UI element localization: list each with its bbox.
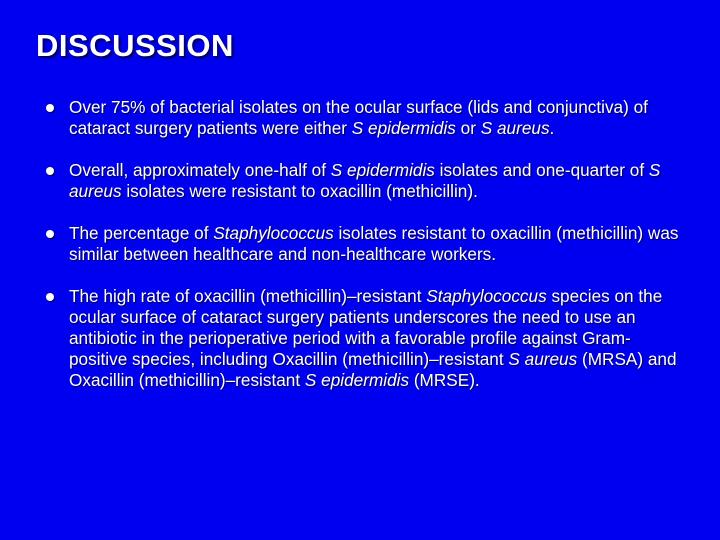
bullet-text-segment: Overall, approximately one-half of [69, 160, 331, 180]
bullet-text-segment: isolates resistant to oxacillin (methicillin) was similar between healthcare and non-healthcare workers. [69, 223, 679, 264]
bullet-text-italic: Staphylococcus [426, 286, 547, 306]
bullet-text-segment: isolates were resistant to oxacillin (methicillin). [121, 181, 478, 201]
slide-title: DISCUSSION [36, 28, 234, 63]
bullet-text-segment: species on the ocular surface of cataract surgery patients underscores the need to use an antibiotic in the perioperative period with a favorable profile against Gram-positive species, including Oxacillin (methicillin)–resistant [69, 286, 663, 369]
bullet-text-segment: . [549, 118, 555, 138]
bullet-text-segment: or [455, 118, 481, 138]
bullet-text-segment: (MRSA) and Oxacillin (methicillin)–resistant [69, 349, 677, 390]
bullet-text-segment: (MRSE). [409, 370, 480, 390]
bullet-text-italic: Staphylococcus [213, 223, 334, 243]
bullet-text-italic: S aureus [508, 349, 578, 369]
bullet-text [69, 97, 648, 138]
bullet-item [46, 97, 686, 139]
bullet-text [69, 223, 679, 264]
bullet-item [46, 160, 686, 202]
bullet-text-italic: S epidermidis [304, 370, 410, 390]
bullet-text [69, 286, 677, 390]
bullet-dot-icon [46, 230, 54, 238]
bullet-text-segment: Over 75% of bacterial isolates on the ocular surface (lids and conjunctiva) of cataract surgery patients were either [69, 97, 648, 138]
bullet-text-segment: The percentage of [69, 223, 214, 243]
bullet-text-italic: S aureus [69, 160, 661, 201]
bullet-dot-icon [46, 104, 54, 112]
bullet-text-italic: S epidermidis [351, 118, 456, 138]
bullet-item [46, 286, 686, 391]
bullet-dot-icon [46, 167, 54, 175]
bullet-text [69, 160, 660, 201]
bullet-list [46, 97, 686, 412]
bullet-text-segment: isolates and one-quarter of [434, 160, 649, 180]
bullet-text-italic: S aureus [480, 118, 550, 138]
bullet-text-segment: The high rate of oxacillin (methicillin)–resistant [69, 286, 427, 306]
bullet-dot-icon [46, 293, 54, 301]
bullet-item [46, 223, 686, 265]
bullet-text-italic: S epidermidis [330, 160, 435, 180]
